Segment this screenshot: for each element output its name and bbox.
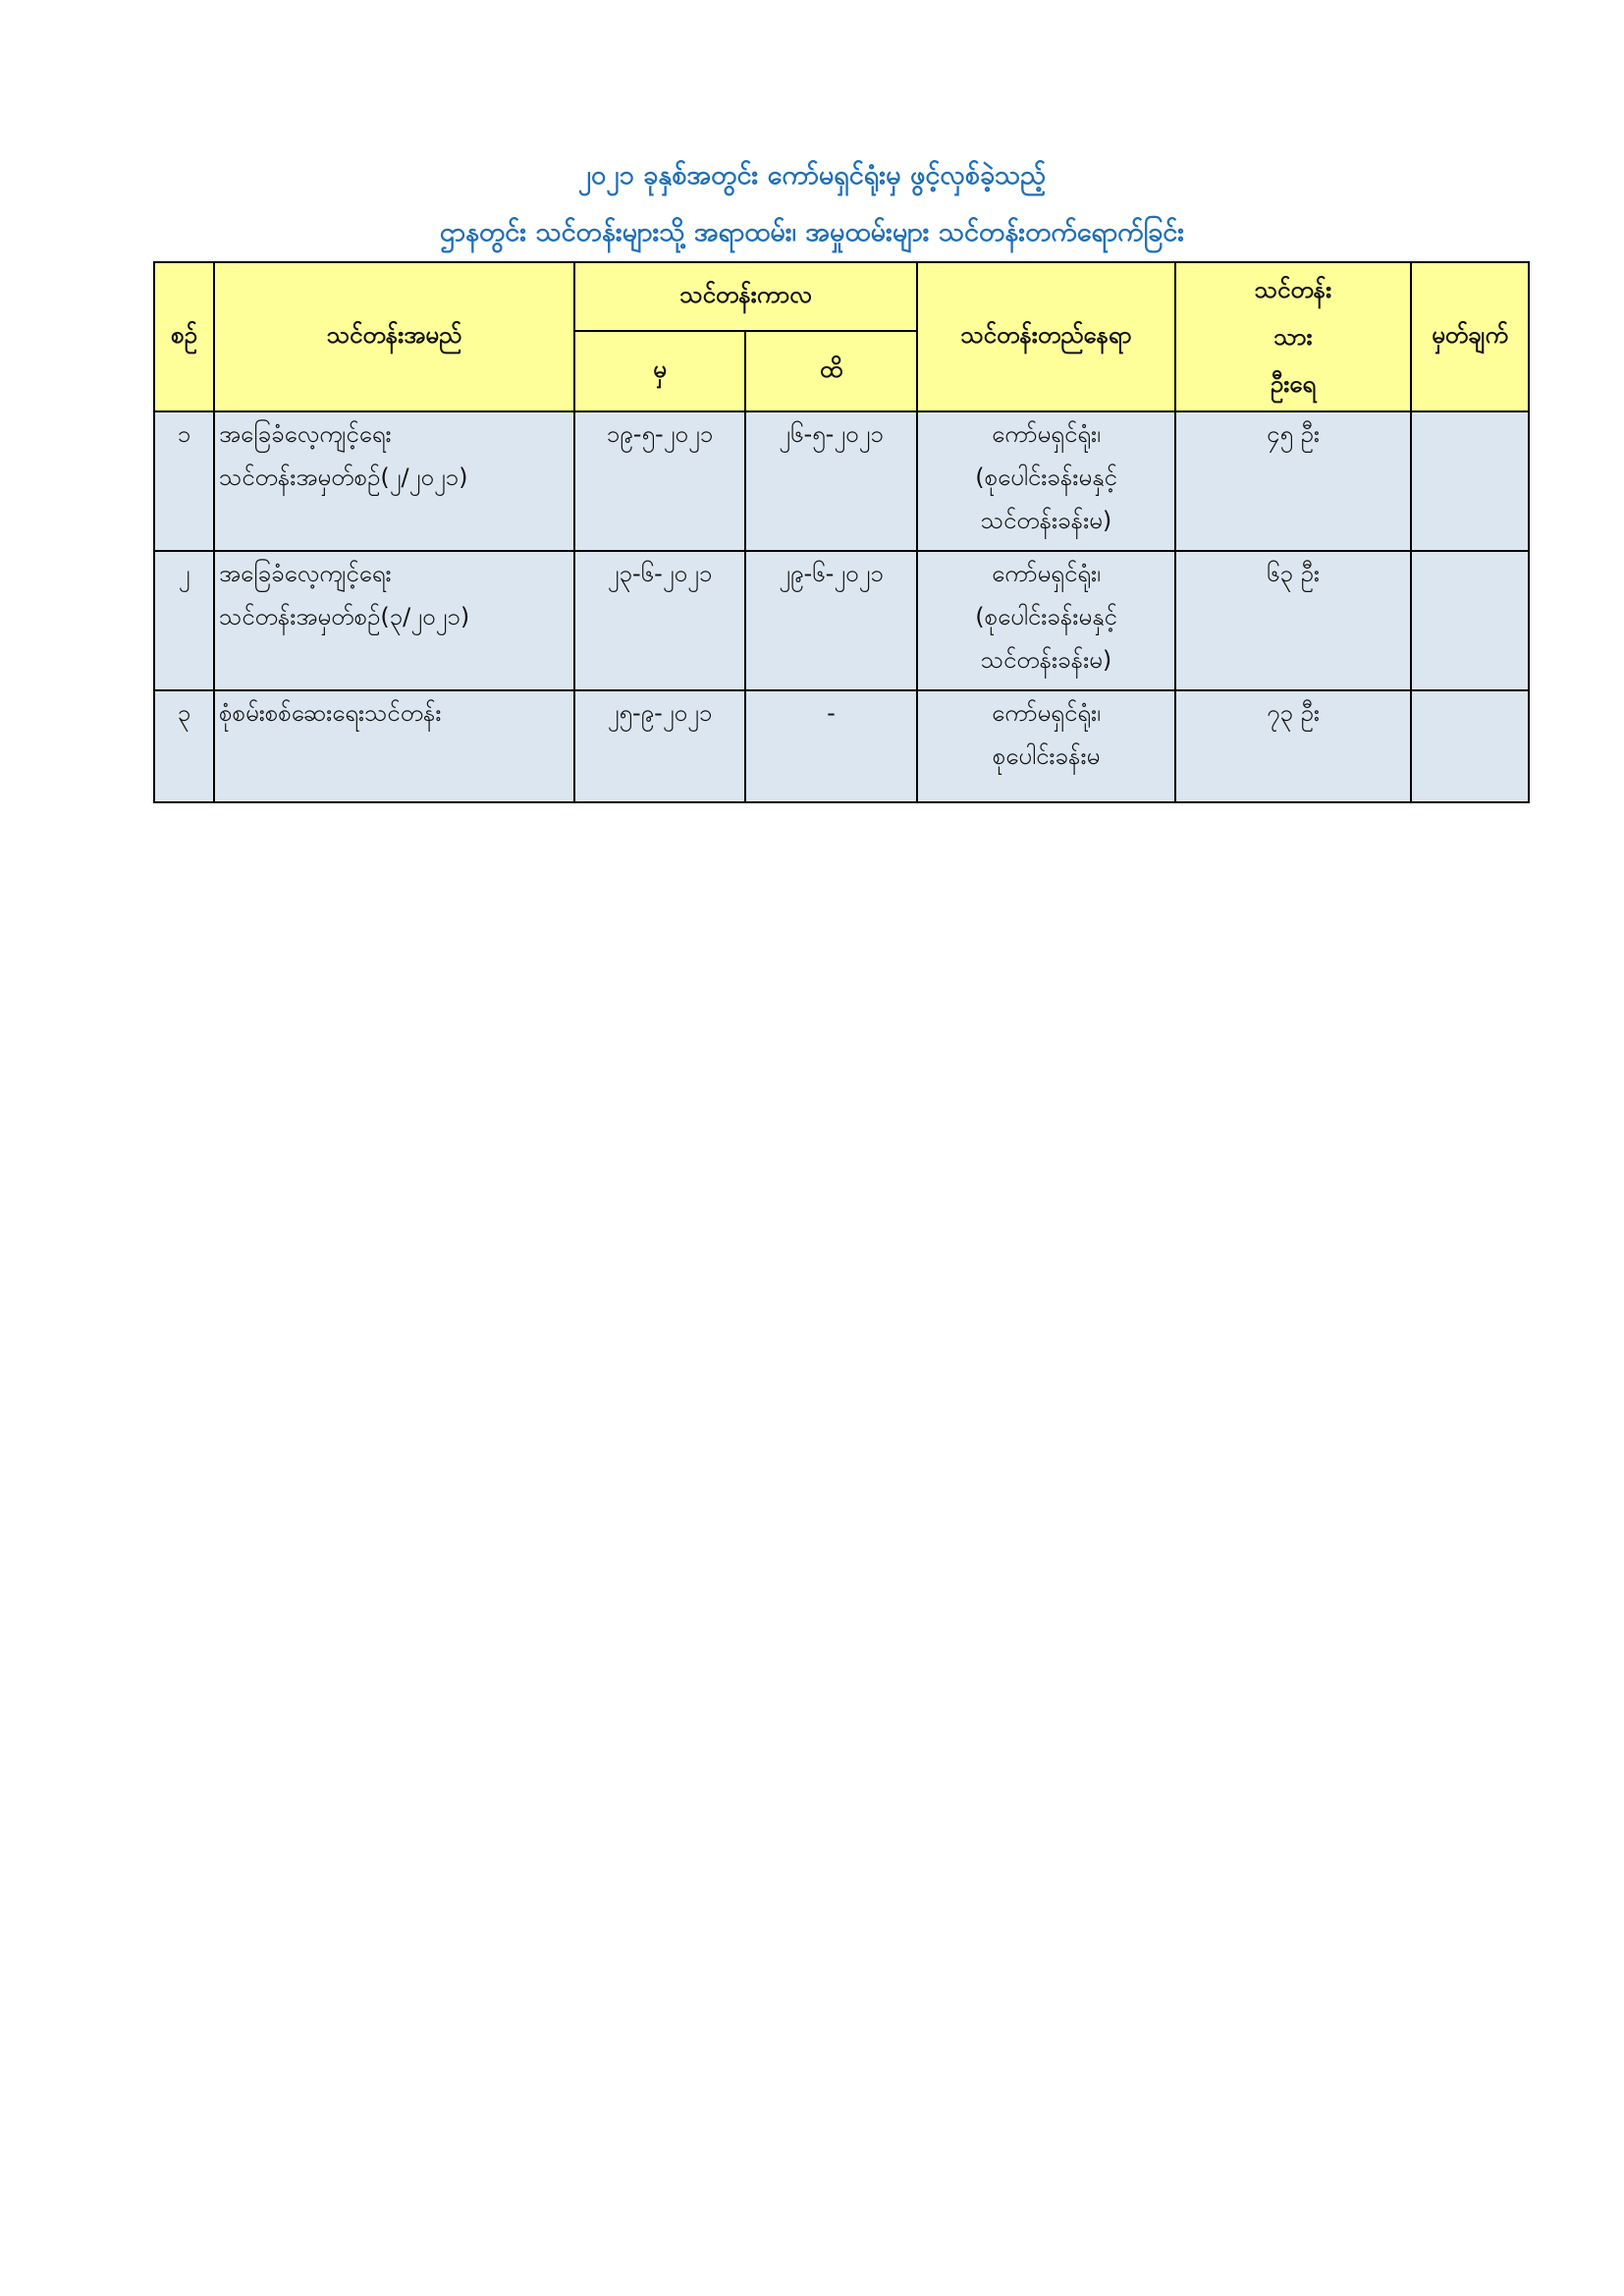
venue-line: စုပေါင်းခန်းမ xyxy=(992,742,1101,770)
course-name-line: သင်တန်းအမှတ်စဉ်(၂/၂၀၂၁) xyxy=(219,464,468,491)
training-table xyxy=(153,261,1530,803)
cell-trainee-count: ၄၅ ဦး xyxy=(1175,411,1411,551)
course-name-line: အခြေခံလေ့ကျင့်ရေး xyxy=(219,420,392,448)
header-course-name: သင်တန်းအမည် xyxy=(214,262,574,411)
table-row xyxy=(154,411,1529,551)
cell-remarks xyxy=(1411,551,1529,690)
cell-venue xyxy=(917,551,1175,690)
cell-venue xyxy=(917,411,1175,551)
header-from: မှ xyxy=(574,331,745,411)
header-count-line1: သင်တန်း xyxy=(1254,276,1332,303)
header-no: စဉ် xyxy=(154,262,214,411)
cell-trainee-count: ၇၃ ဦး xyxy=(1175,690,1411,802)
header-row xyxy=(154,262,1529,331)
table-row xyxy=(154,690,1529,802)
venue-line: (စုပေါင်းခန်းမနှင့် xyxy=(975,603,1117,630)
header-trainee-count xyxy=(1175,262,1411,411)
cell-course-name xyxy=(214,551,574,690)
title-line-2: ဌာနတွင်း သင်တန်းများသို့ အရာထမ်း၊ အမှုထမ်းများ သင်တန်းတက်ရောက်ခြင်း xyxy=(439,217,1185,247)
cell-to-date: ၂၆-၅-၂၀၂၁ xyxy=(745,411,917,551)
header-to: ထိ xyxy=(745,331,917,411)
cell-no: ၁ xyxy=(154,411,214,551)
cell-remarks xyxy=(1411,411,1529,551)
cell-course-name xyxy=(214,690,574,802)
venue-line: (စုပေါင်းခန်းမနှင့် xyxy=(975,464,1117,491)
venue-line: ကော်မရှင်ရုံး၊ xyxy=(992,699,1101,727)
cell-no: ၃ xyxy=(154,690,214,802)
cell-remarks xyxy=(1411,690,1529,802)
header-count-line2: သား xyxy=(1273,323,1313,351)
cell-no: ၂ xyxy=(154,551,214,690)
course-name-line: အခြေခံလေ့ကျင့်ရေး xyxy=(219,560,392,587)
venue-line: ကော်မရှင်ရုံး၊ xyxy=(992,560,1101,587)
cell-to-date: - xyxy=(745,690,917,802)
venue-line: သင်တန်းခန်းမ) xyxy=(980,507,1112,534)
venue-line: သင်တန်းခန်းမ) xyxy=(980,646,1112,674)
course-name-line: စုံစမ်းစစ်ဆေးရေးသင်တန်း xyxy=(219,699,442,727)
cell-to-date: ၂၉-၆-၂၀၂၁ xyxy=(745,551,917,690)
venue-line: ကော်မရှင်ရုံး၊ xyxy=(992,420,1101,448)
cell-from-date: ၁၉-၅-၂၀၂၁ xyxy=(574,411,745,551)
header-count-line3: ဦးရေ xyxy=(1270,370,1317,398)
table-row xyxy=(154,551,1529,690)
course-name-line: သင်တန်းအမှတ်စဉ်(၃/၂၀၂၁) xyxy=(219,603,470,630)
cell-from-date: ၂၃-၆-၂၀၂၁ xyxy=(574,551,745,690)
title-line-1: ၂၀၂၁ ခုနှစ်အတွင်း ကော်မရှင်ရုံးမှ ဖွင့်လှစ်ခဲ့သည့် xyxy=(577,160,1047,191)
header-venue: သင်တန်းတည်နေရာ xyxy=(917,262,1175,411)
cell-from-date: ၂၅-၉-၂၀၂၁ xyxy=(574,690,745,802)
cell-trainee-count: ၆၃ ဦး xyxy=(1175,551,1411,690)
cell-course-name xyxy=(214,411,574,551)
header-period: သင်တန်းကာလ xyxy=(574,262,917,331)
cell-venue xyxy=(917,690,1175,802)
header-remarks: မှတ်ချက် xyxy=(1411,262,1529,411)
document-title xyxy=(0,147,1624,261)
